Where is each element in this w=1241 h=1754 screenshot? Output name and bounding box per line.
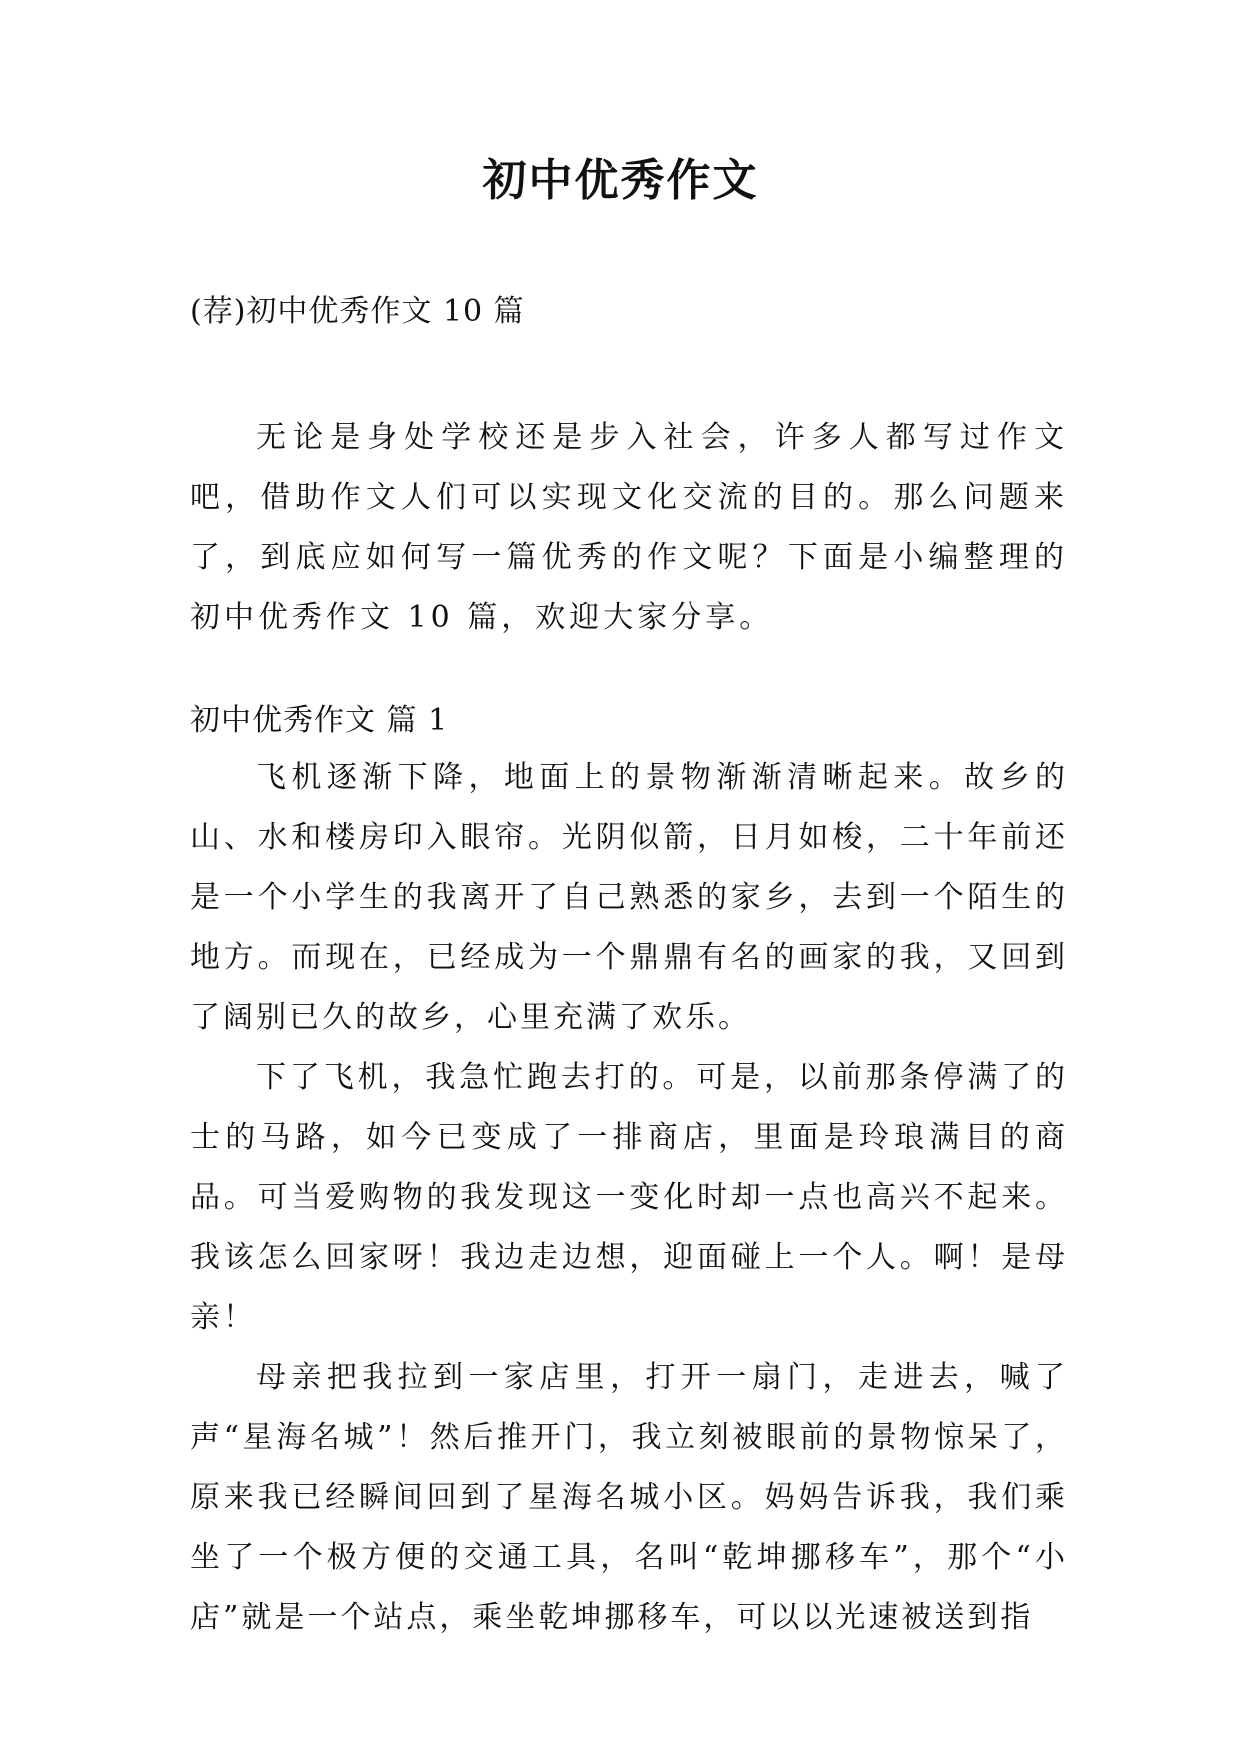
document-title: 初中优秀作文 xyxy=(482,155,759,206)
document-subtitle: (荐)初中优秀作文 10 篇 xyxy=(190,294,525,329)
essay-paragraph: 下了飞机，我急忙跑去打的。可是，以前那条停满了的士的马路，如今已变成了一排商店，里面是玲琅满目的商品。可当爱购物的我发现这一变化时却一点也高兴不起来。我该怎么回家呀！我边走边想，迎面碰上一个人。啊！是母亲！ xyxy=(190,1060,1068,1335)
essay-paragraph: 母亲把我拉到一家店里，打开一扇门，走进去，喊了声“星海名城”！然后推开门，我立刻被眼前的景物惊呆了，原来我已经瞬间回到了星海名城小区。妈妈告诉我，我们乘坐了一个极方便的交通工具，名叫“乾坤挪移车”，那个“小店”就是一个站点，乘坐乾坤挪移车，可以以光速被送到指 xyxy=(190,1360,1068,1635)
intro-paragraph: 无论是身处学校还是步入社会，许多人都写过作文吧，借助作文人们可以实现文化交流的目的。那么问题来了，到底应如何写一篇优秀的作文呢？下面是小编整理的初中优秀作文 10 篇，欢迎大家分享。 xyxy=(190,420,1068,635)
essay-paragraph: 飞机逐渐下降，地面上的景物渐渐清晰起来。故乡的山、水和楼房印入眼帘。光阴似箭，日月如梭，二十年前还是一个小学生的我离开了自己熟悉的家乡，去到一个陌生的地方。而现在，已经成为一个鼎鼎有名的画家的我，又回到了阔别已久的故乡，心里充满了欢乐。 xyxy=(190,760,1068,1035)
essay-body xyxy=(190,748,1068,1648)
section-heading: 初中优秀作文 篇 1 xyxy=(190,703,449,738)
